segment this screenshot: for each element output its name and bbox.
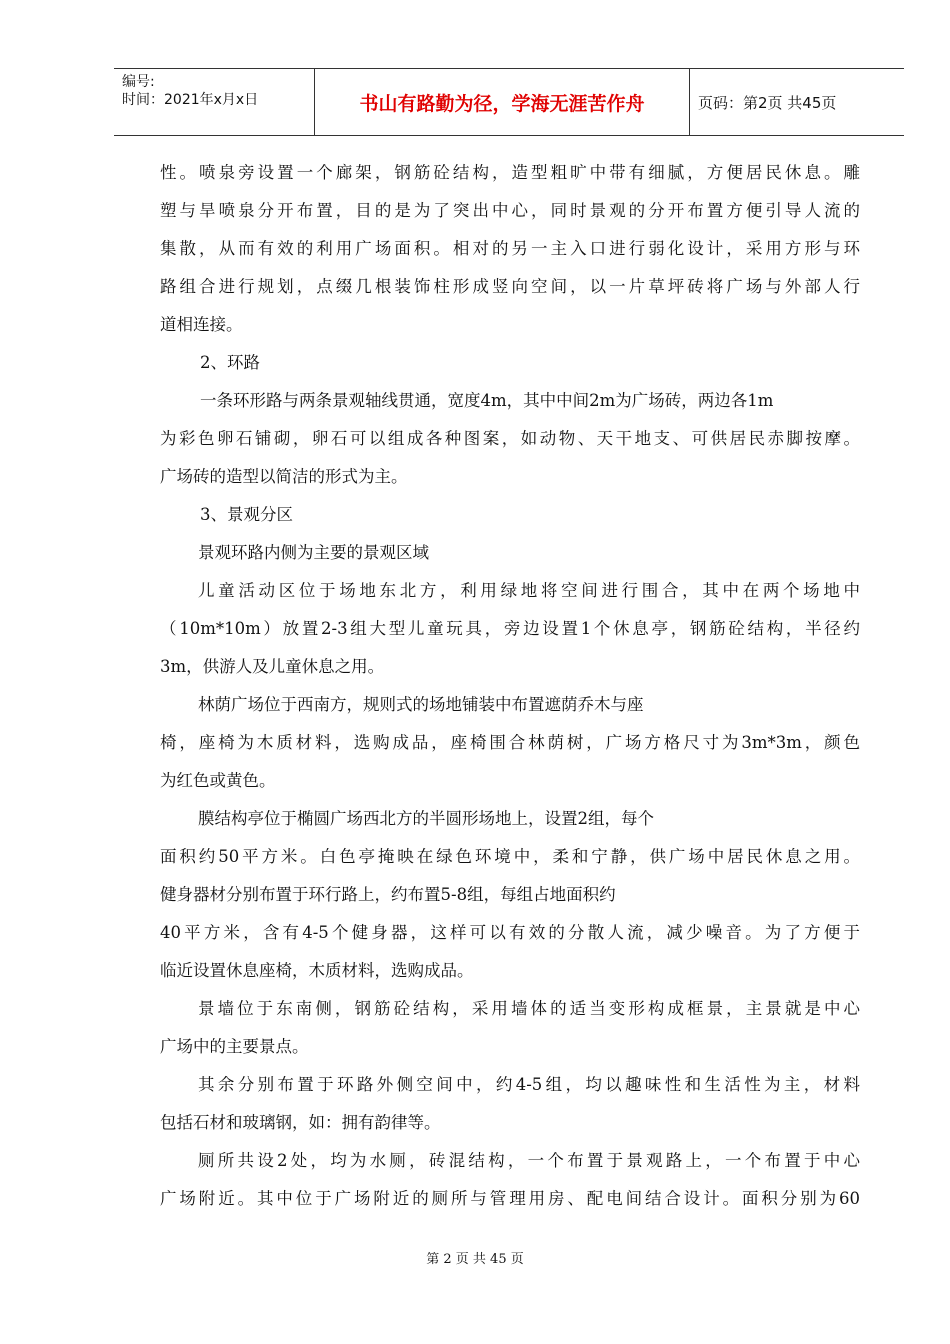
section-heading: 2、环路	[200, 353, 260, 372]
body-line: 为彩色卵石铺砌，卵石可以组成各种图案，如动物、天干地支、可供居民赤脚按摩。	[160, 429, 860, 448]
body-line: 广场中的主要景点。	[160, 1037, 309, 1056]
body-line: 塑与旱喷泉分开布置，目的是为了突出中心，同时景观的分开布置方便引导人流的	[160, 201, 860, 220]
body-line: 椅，座椅为木质材料，选购成品，座椅围合林荫树，广场方格尺寸为3m*3m，颜色	[160, 733, 860, 752]
header-meta	[114, 69, 315, 135]
body-line: 集散，从而有效的利用广场面积。相对的另一主入口进行弱化设计，采用方形与环	[160, 239, 860, 258]
body-line: 其余分别布置于环路外侧空间中，约4-5组，均以趣味性和生活性为主，材料	[198, 1075, 860, 1094]
body-line: 临近设置休息座椅，木质材料，选购成品。	[160, 961, 474, 980]
page-footer: 第 2 页 共 45 页	[426, 1252, 524, 1267]
document-body	[160, 154, 860, 1218]
body-line: 景墙位于东南侧，钢筋砼结构，采用墙体的适当变形构成框景，主景就是中心	[198, 999, 860, 1018]
page-header	[114, 68, 904, 136]
body-line: 一条环形路与两条景观轴线贯通，宽度4m，其中中间2m为广场砖，两边各1m	[200, 391, 774, 410]
body-line: 性。喷泉旁设置一个廊架，钢筋砼结构，造型粗旷中带有细腻，方便居民休息。雕	[160, 163, 860, 182]
body-line: 为红色或黄色。	[160, 771, 276, 790]
body-line: 路组合进行规划，点缀几根装饰柱形成竖向空间，以一片草坪砖将广场与外部人行	[160, 277, 860, 296]
body-line: 包括石材和玻璃钢，如：拥有韵律等。	[160, 1113, 441, 1132]
section-heading: 3、景观分区	[200, 505, 293, 524]
header-motto: 书山有路勤为径，学海无涯苦作舟	[315, 69, 690, 135]
body-line: 儿童活动区位于场地东北方，利用绿地将空间进行围合，其中在两个场地中	[198, 581, 860, 600]
body-line: （10m*10m）放置2-3组大型儿童玩具，旁边设置1个休息亭，钢筋砼结构，半径约	[160, 619, 860, 638]
body-line: 广场砖的造型以简洁的形式为主。	[160, 467, 408, 486]
document-time-label: 时间：2021年x月x日	[122, 92, 259, 108]
body-line: 40平方米，含有4-5个健身器，这样可以有效的分散人流，减少噪音。为了方便于	[160, 923, 860, 942]
body-line: 道相连接。	[160, 315, 243, 334]
header-page-number: 页码：第2页 共45页	[698, 93, 837, 112]
body-line: 面积约50平方米。白色亭掩映在绿色环境中，柔和宁静，供广场中居民休息之用。	[160, 847, 860, 866]
body-line: 林荫广场位于西南方，规则式的场地铺装中布置遮荫乔木与座	[198, 695, 644, 714]
body-line: 厕所共设2处，均为水厕，砖混结构，一个布置于景观路上，一个布置于中心	[198, 1151, 860, 1170]
body-line: 景观环路内侧为主要的景观区域	[198, 543, 429, 562]
document-number-label: 编号:	[122, 74, 155, 90]
body-line: 膜结构亭位于椭圆广场西北方的半圆形场地上，设置2组，每个	[198, 809, 654, 828]
body-line: 健身器材分别布置于环行路上，约布置5-8组，每组占地面积约	[160, 885, 616, 904]
body-line: 广场附近。其中位于广场附近的厕所与管理用房、配电间结合设计。面积分别为60	[160, 1189, 860, 1208]
body-line: 3m，供游人及儿童休息之用。	[160, 657, 385, 676]
